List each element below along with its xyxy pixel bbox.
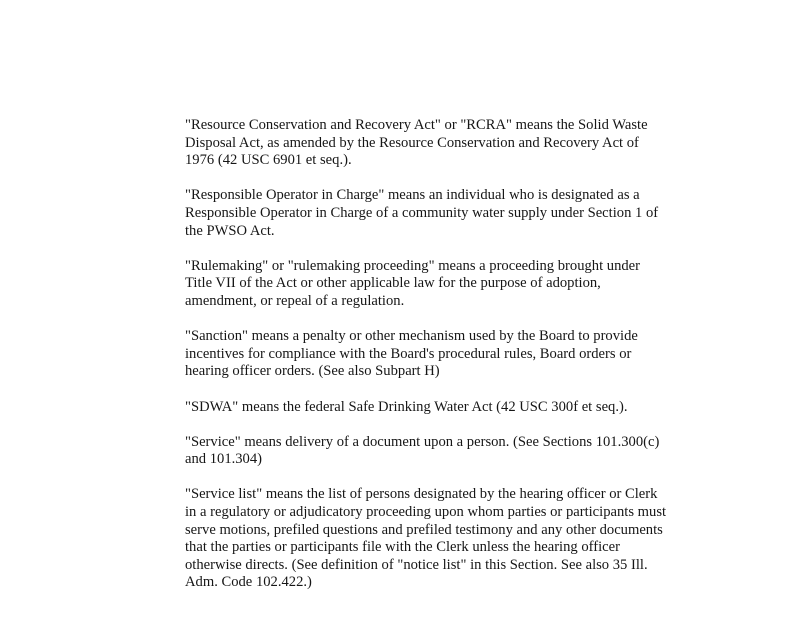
definition-line: "Service" means delivery of a document upon a person. (See Sections 101.300(c): [185, 433, 660, 450]
definition-responsible-operator: [185, 187, 725, 240]
definition-service: [185, 434, 725, 469]
definition-line: otherwise directs. (See definition of "notice list" in this Section. See also 35 Ill.: [185, 556, 648, 573]
definition-line: and 101.304): [185, 451, 263, 468]
definitions-list: [185, 117, 725, 610]
definition-line: hearing officer orders. (See also Subpart H): [185, 363, 440, 380]
definition-line: Disposal Act, as amended by the Resource Conservation and Recovery Act of: [185, 134, 639, 151]
definition-sdwa: [185, 399, 725, 417]
definition-line: amendment, or repeal of a regulation.: [185, 292, 405, 309]
definition-line: that the parties or participants file with the Clerk unless the hearing officer: [185, 539, 620, 556]
definition-rcra: [185, 117, 725, 170]
definition-line: incentives for compliance with the Board's procedural rules, Board orders or: [185, 345, 632, 362]
definition-service-list: [185, 486, 725, 592]
definition-line: Responsible Operator in Charge of a community water supply under Section 1 of: [185, 204, 659, 221]
definition-line: serve motions, prefiled questions and prefiled testimony and any other documents: [185, 521, 663, 538]
definition-line: Title VII of the Act or other applicable law for the purpose of adoption,: [185, 275, 601, 292]
definition-rulemaking: [185, 258, 725, 311]
definition-sanction: [185, 328, 725, 381]
definition-line: "Resource Conservation and Recovery Act" or "RCRA" means the Solid Waste: [185, 117, 648, 133]
definition-line: the PWSO Act.: [185, 222, 275, 239]
definition-line: "SDWA" means the federal Safe Drinking Water Act (42 USC 300f et seq.).: [185, 398, 628, 415]
definition-line: "Sanction" means a penalty or other mechanism used by the Board to provide: [185, 328, 638, 345]
definition-line: "Service list" means the list of persons designated by the hearing officer or Clerk: [185, 486, 658, 503]
definition-line: "Rulemaking" or "rulemaking proceeding" means a proceeding brought under: [185, 257, 641, 274]
definition-line: 1976 (42 USC 6901 et seq.).: [185, 152, 352, 169]
definition-line: in a regulatory or adjudicatory proceeding upon whom parties or participants must: [185, 504, 667, 521]
definition-line: Adm. Code 102.422.): [185, 574, 312, 591]
definition-line: "Responsible Operator in Charge" means an individual who is designated as a: [185, 187, 640, 204]
